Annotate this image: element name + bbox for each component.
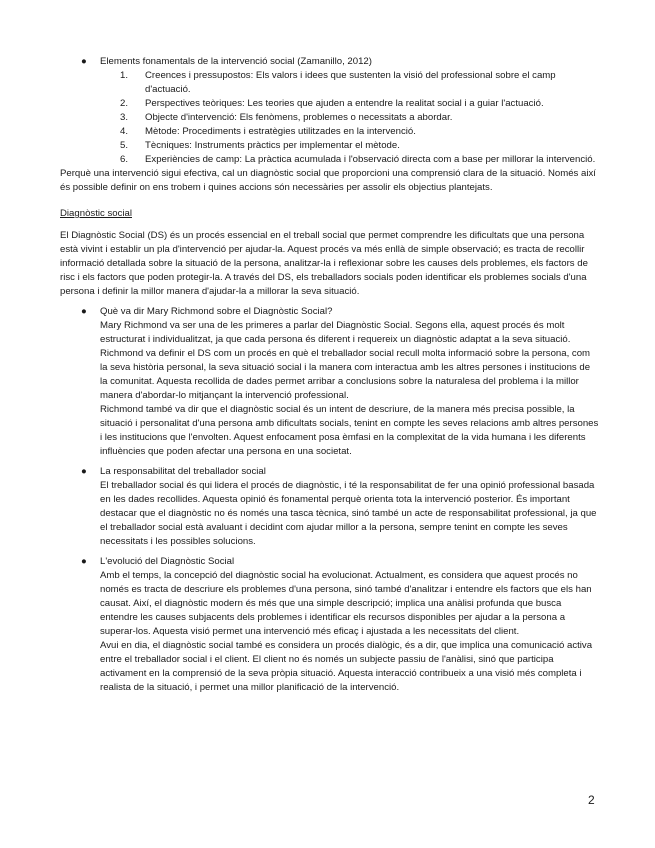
responsibility-bullet bbox=[60, 465, 600, 549]
section-heading: Diagnòstic social bbox=[60, 208, 132, 219]
bullet-title: L'evolució del Diagnòstic Social bbox=[100, 556, 235, 567]
bullet-paragraph: Avui en dia, el diagnòstic social també es considera un procés dialògic, és a dir, que implica una comunicació activa entre el treballador social i el client. El client no és només un subjecte passiu de l'anàlisi, sinó que participa activament en la comprensió de la seva pròpia situació. Aquesta interacció contribueix a una visió més completa i realista de la situació, i permet una millor planificació de la intervenció. bbox=[100, 640, 593, 693]
evolution-bullet bbox=[60, 555, 600, 695]
elements-bullet bbox=[60, 55, 600, 69]
list-item: 6. Experiències de camp: La pràctica acumulada i l'observació directa com a base per millorar la intervenció. bbox=[120, 154, 596, 165]
bullet-dot: ● bbox=[81, 556, 87, 567]
list-item: 3. Objecte d'intervenció: Els fenòmens, problemes o necessitats a abordar. bbox=[120, 112, 453, 123]
list-item: 5. Tècniques: Instruments pràctics per implementar el mètode. bbox=[120, 140, 400, 151]
richmond-bullet bbox=[60, 305, 600, 459]
page-number: 2 bbox=[588, 793, 595, 807]
elements-title: Elements fonamentals de la intervenció social (Zamanillo, 2012) bbox=[100, 56, 372, 67]
document-page bbox=[60, 55, 600, 695]
bullet-paragraph: Richmond també va dir que el diagnòstic social és un intent de descriure, de la manera més precisa possible, la situació i personalitat d'una persona amb dificultats socials, tenint en compte les seves relacions amb altres persones i les institucions que l'envolten. Aquest enfocament posa èmfasi en la complexitat de la vida humana i les diferents influències que poden afectar una persona en una societat. bbox=[100, 404, 599, 457]
list-item: 1. Creences i pressupostos: Els valors i idees que sustenten la visió del professional sobre el camp d'actuació. bbox=[120, 70, 556, 95]
bullet-dot: ● bbox=[81, 466, 87, 477]
bullet-paragraph: Mary Richmond va ser una de les primeres a parlar del Diagnòstic Social. Segons ella, aquest procés és molt estructurat i individualitzat, ja que cada persona és diferent i requereix un diagnòstic adaptat a la seva situació. Richmond va definir el DS com un procés en què el treballador social recull molta informació sobre la persona, com la seva història personal, la seva situació social i la manera com interactua amb les altres persones i institucions de la comunitat. Aquesta recollida de dades permet arribar a conclusions sobre la naturalesa del problema i la millor manera d'abordar-lo mitjançant la intervenció professional. bbox=[100, 320, 591, 401]
bullet-dot: ● bbox=[81, 306, 87, 317]
list-item: 2. Perspectives teòriques: Les teories que ajuden a entendre la realitat social i a guiar l'actuació. bbox=[120, 98, 544, 109]
list-item: 4. Mètode: Procediments i estratègies utilitzades en la intervenció. bbox=[120, 126, 416, 137]
elements-numbered-list bbox=[60, 69, 600, 167]
bullet-paragraph: El treballador social és qui lidera el procés de diagnòstic, i té la responsabilitat de fer una opinió professional basada en les dades recollides. Aquesta opinió és fonamental perquè orienta tota la intervenció posterior. És important destacar que el diagnòstic no és només una tasca tècnica, sinó també un acte de responsabilitat professional, ja que el treballador social està avaluant i decidint com ajudar millor a la persona, sempre tenint en compte les seves necessitats i les possibles solucions. bbox=[100, 480, 597, 547]
bullet-dot: ● bbox=[81, 56, 87, 67]
bullet-title: La responsabilitat del treballador social bbox=[100, 466, 266, 477]
bullet-title: Què va dir Mary Richmond sobre el Diagnòstic Social? bbox=[100, 306, 333, 317]
bullet-paragraph: Amb el temps, la concepció del diagnòstic social ha evolucionat. Actualment, es considera que aquest procés no només es tracta de descriure els problemes d'una persona, sinó també d'analitzar i entendre els factors que els han causat. Així, el diagnòstic modern és més que una simple descripció; implica una anàlisi profunda que busca entendre les causes subjacents dels problemes i identificar els recursos disponibles per ajudar a la persona a superar-los. Aquesta visió permet una intervenció més eficaç i ajustada a les necessitats del client. bbox=[100, 570, 592, 637]
effective-intervention-paragraph: Perquè una intervenció sigui efectiva, cal un diagnòstic social que proporcioni una comprensió clara de la situació. Només així és possible definir on ens trobem i quines accions són necessàries per assolir els objectius plantejats. bbox=[60, 168, 596, 193]
ds-paragraph: El Diagnòstic Social (DS) és un procés essencial en el treball social que permet comprendre les dificultats que una persona està vivint i establir un pla d'intervenció per ajudar-la. Aquest procés va més enllà de simple observació; es tracta de recollir informació detallada sobre la situació de la persona, analitzar-la i reflexionar sobre les causes dels problemes, els factors de risc i els factors que poden protegir-la. A través del DS, els treballadors socials poden identificar els problemes socials d'una persona i definir la millor manera d'ajudar-la a millorar la seva situació. bbox=[60, 230, 588, 297]
